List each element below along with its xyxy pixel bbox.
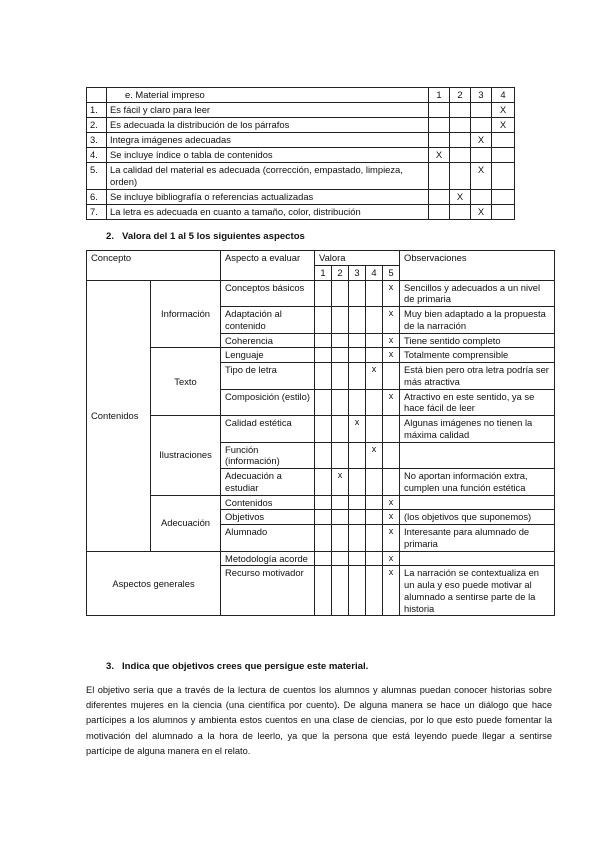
aspect-cell: Calidad estética [221,416,315,443]
observation-cell: Interesante para alumnado de primaria [400,525,555,552]
aspect-cell: Tipo de letra [221,363,315,390]
mark-cell [349,363,366,390]
mark-cell [349,495,366,510]
material-impreso-table [86,87,515,220]
mark-cell [315,525,332,552]
aspect-cell: Lenguaje [221,348,315,363]
row-number: 5. [87,163,107,190]
mark-cell: x [332,469,349,496]
group-contenidos: Contenidos [87,280,151,551]
mark-cell [429,163,450,190]
mark-cell [332,510,349,525]
aspect-cell: Función (información) [221,442,315,469]
mark-cell [366,416,383,443]
row-text: Es fácil y claro para leer [107,103,429,118]
table-row [87,495,555,510]
table-row [87,163,515,190]
mark-cell [429,103,450,118]
table-header-row [87,251,555,266]
observation-cell: Totalmente comprensible [400,348,555,363]
aspect-cell: Coherencia [221,333,315,348]
mark-cell: X [429,148,450,163]
subgroup-texto: Texto [151,348,221,416]
mark-cell [366,307,383,334]
mark-cell [383,363,400,390]
mark-cell [315,348,332,363]
mark-cell [429,133,450,148]
mark-cell: x [383,307,400,334]
mark-cell [315,442,332,469]
mark-cell [366,348,383,363]
aspect-cell: Alumnado [221,525,315,552]
mark-cell: X [471,205,492,220]
mark-cell: X [492,118,515,133]
mark-cell: X [450,190,471,205]
scale-col: 2 [332,265,349,280]
mark-cell: x [349,416,366,443]
aspect-cell: Adecuación a estudiar [221,469,315,496]
mark-cell [366,495,383,510]
mark-cell: x [366,363,383,390]
row-number: 3. [87,133,107,148]
mark-cell [332,525,349,552]
mark-cell [492,163,515,190]
mark-cell [332,333,349,348]
header-col: 4 [492,88,515,103]
mark-cell: x [383,551,400,566]
mark-cell [429,118,450,133]
mark-cell [429,205,450,220]
mark-cell [366,389,383,416]
mark-cell [315,510,332,525]
mark-cell [315,307,332,334]
aspect-cell: Composición (estilo) [221,389,315,416]
scale-col: 4 [366,265,383,280]
row-number: 7. [87,205,107,220]
mark-cell: x [383,389,400,416]
mark-cell [349,333,366,348]
observation-cell [400,495,555,510]
subgroup-informacion: Información [151,280,221,348]
mark-cell [429,190,450,205]
observation-cell: La narración se contextualiza en un aula y eso puede motivar al alumnado a sentirse parte de la historia [400,566,555,616]
mark-cell [315,469,332,496]
section-3-title [106,661,368,673]
row-text: La letra es adecuada en cuanto a tamaño, color, distribución [107,205,429,220]
mark-cell [450,163,471,190]
mark-cell [315,495,332,510]
mark-cell [366,469,383,496]
mark-cell [332,495,349,510]
mark-cell: x [383,510,400,525]
header-label: e. Material impreso [107,88,429,103]
mark-cell: x [383,333,400,348]
observation-cell: Está bien pero otra letra podría ser más atractiva [400,363,555,390]
row-text: Integra imágenes adecuadas [107,133,429,148]
mark-cell [349,307,366,334]
header-aspecto: Aspecto a evaluar [221,251,315,281]
mark-cell [332,348,349,363]
mark-cell: X [471,163,492,190]
aspect-cell: Recurso motivador [221,566,315,616]
observation-cell: Muy bien adaptado a la propuesta de la narración [400,307,555,334]
header-blank-cell [87,88,107,103]
mark-cell [471,118,492,133]
section-2-title [106,231,305,243]
mark-cell [315,333,332,348]
mark-cell [332,363,349,390]
section-number: 2. [106,231,115,242]
row-text: Se incluye índice o tabla de contenidos [107,148,429,163]
observation-cell: Sencillos y adecuados a un nivel de primaria [400,280,555,307]
aspect-cell: Conceptos básicos [221,280,315,307]
aspect-cell: Adaptación al contenido [221,307,315,334]
table-row [87,416,555,443]
objective-paragraph: El objetivo sería que a través de la lectura de cuentos los alumnos y alumnas puedan conocer historias sobre diferentes mujeres en la ciencia (una científica por cuento). De alguna manera se hace un diálogo que hace partícipes a los alumnos y ambienta estos cuentos en una clase de ciencias, por lo que esto puede fomentar la motivación del alumnado a la hora de leerlo, ya que la persona que está leyendo puede llegar a sentirse partícipe de alguna manera en el relato. [86,685,552,756]
mark-cell [450,118,471,133]
mark-cell [315,389,332,416]
row-number: 2. [87,118,107,133]
table-row [87,148,515,163]
row-text: Es adecuada la distribución de los párrafos [107,118,429,133]
mark-cell [450,103,471,118]
mark-cell: X [492,103,515,118]
observation-cell [400,442,555,469]
mark-cell [332,551,349,566]
mark-cell [349,551,366,566]
mark-cell [349,510,366,525]
mark-cell [450,133,471,148]
mark-cell: x [383,280,400,307]
mark-cell [332,442,349,469]
mark-cell [315,551,332,566]
scale-col: 5 [383,265,400,280]
row-number: 6. [87,190,107,205]
table-row [87,348,555,363]
mark-cell [349,525,366,552]
section-number: 3. [106,661,115,672]
mark-cell: X [471,133,492,148]
table-row [87,133,515,148]
observation-cell: (los objetivos que suponemos) [400,510,555,525]
subgroup-ilustraciones: Ilustraciones [151,416,221,496]
mark-cell [315,416,332,443]
mark-cell [492,190,515,205]
section-title-text: Indica que objetivos crees que persigue este material. [122,661,369,672]
table-row [87,190,515,205]
table-row [87,551,555,566]
mark-cell [471,148,492,163]
table-row [87,118,515,133]
header-col: 3 [471,88,492,103]
row-text: La calidad del material es adecuada (corrección, empastado, limpieza, orden) [107,163,429,190]
mark-cell [492,148,515,163]
mark-cell [332,416,349,443]
row-number: 4. [87,148,107,163]
mark-cell [332,280,349,307]
mark-cell [366,566,383,616]
mark-cell [349,348,366,363]
mark-cell [492,133,515,148]
table-row [87,280,555,307]
mark-cell [349,469,366,496]
scale-col: 1 [315,265,332,280]
subgroup-adecuacion: Adecuación [151,495,221,551]
mark-cell [492,205,515,220]
table-header-row [87,88,515,103]
section-title-text: Valora del 1 al 5 los siguientes aspectos [122,231,305,242]
header-col: 1 [429,88,450,103]
mark-cell: x [383,566,400,616]
mark-cell [383,416,400,443]
observation-cell: Atractivo en este sentido, ya se hace fácil de leer [400,389,555,416]
mark-cell [366,510,383,525]
mark-cell: x [383,525,400,552]
table-row [87,103,515,118]
observation-cell: Tiene sentido completo [400,333,555,348]
mark-cell [349,566,366,616]
mark-cell [315,363,332,390]
mark-cell: x [383,495,400,510]
observation-cell: Algunas imágenes no tienen la máxima calidad [400,416,555,443]
observation-cell: No aportan información extra, cumplen una función estética [400,469,555,496]
mark-cell [366,280,383,307]
mark-cell [366,551,383,566]
valoracion-table [86,250,555,616]
mark-cell [332,389,349,416]
mark-cell [315,280,332,307]
scale-col: 3 [349,265,366,280]
mark-cell [366,333,383,348]
mark-cell [450,148,471,163]
aspect-cell: Contenidos [221,495,315,510]
mark-cell [383,469,400,496]
header-observaciones: Observaciones [400,251,555,281]
mark-cell [450,205,471,220]
table-row [87,205,515,220]
aspect-cell: Objetivos [221,510,315,525]
row-text: Se incluye bibliografía o referencias actualizadas [107,190,429,205]
header-concepto: Concepto [87,251,221,281]
mark-cell: x [366,442,383,469]
mark-cell [332,566,349,616]
header-col: 2 [450,88,471,103]
mark-cell [349,280,366,307]
aspect-cell: Metodología acorde [221,551,315,566]
mark-cell [349,442,366,469]
mark-cell: x [383,348,400,363]
mark-cell [366,525,383,552]
mark-cell [383,442,400,469]
mark-cell [315,566,332,616]
header-valora: Valora [315,251,400,266]
observation-cell [400,551,555,566]
mark-cell [471,103,492,118]
row-number: 1. [87,103,107,118]
mark-cell [471,190,492,205]
mark-cell [349,389,366,416]
mark-cell [332,307,349,334]
group-aspectos-generales: Aspectos generales [87,551,221,616]
